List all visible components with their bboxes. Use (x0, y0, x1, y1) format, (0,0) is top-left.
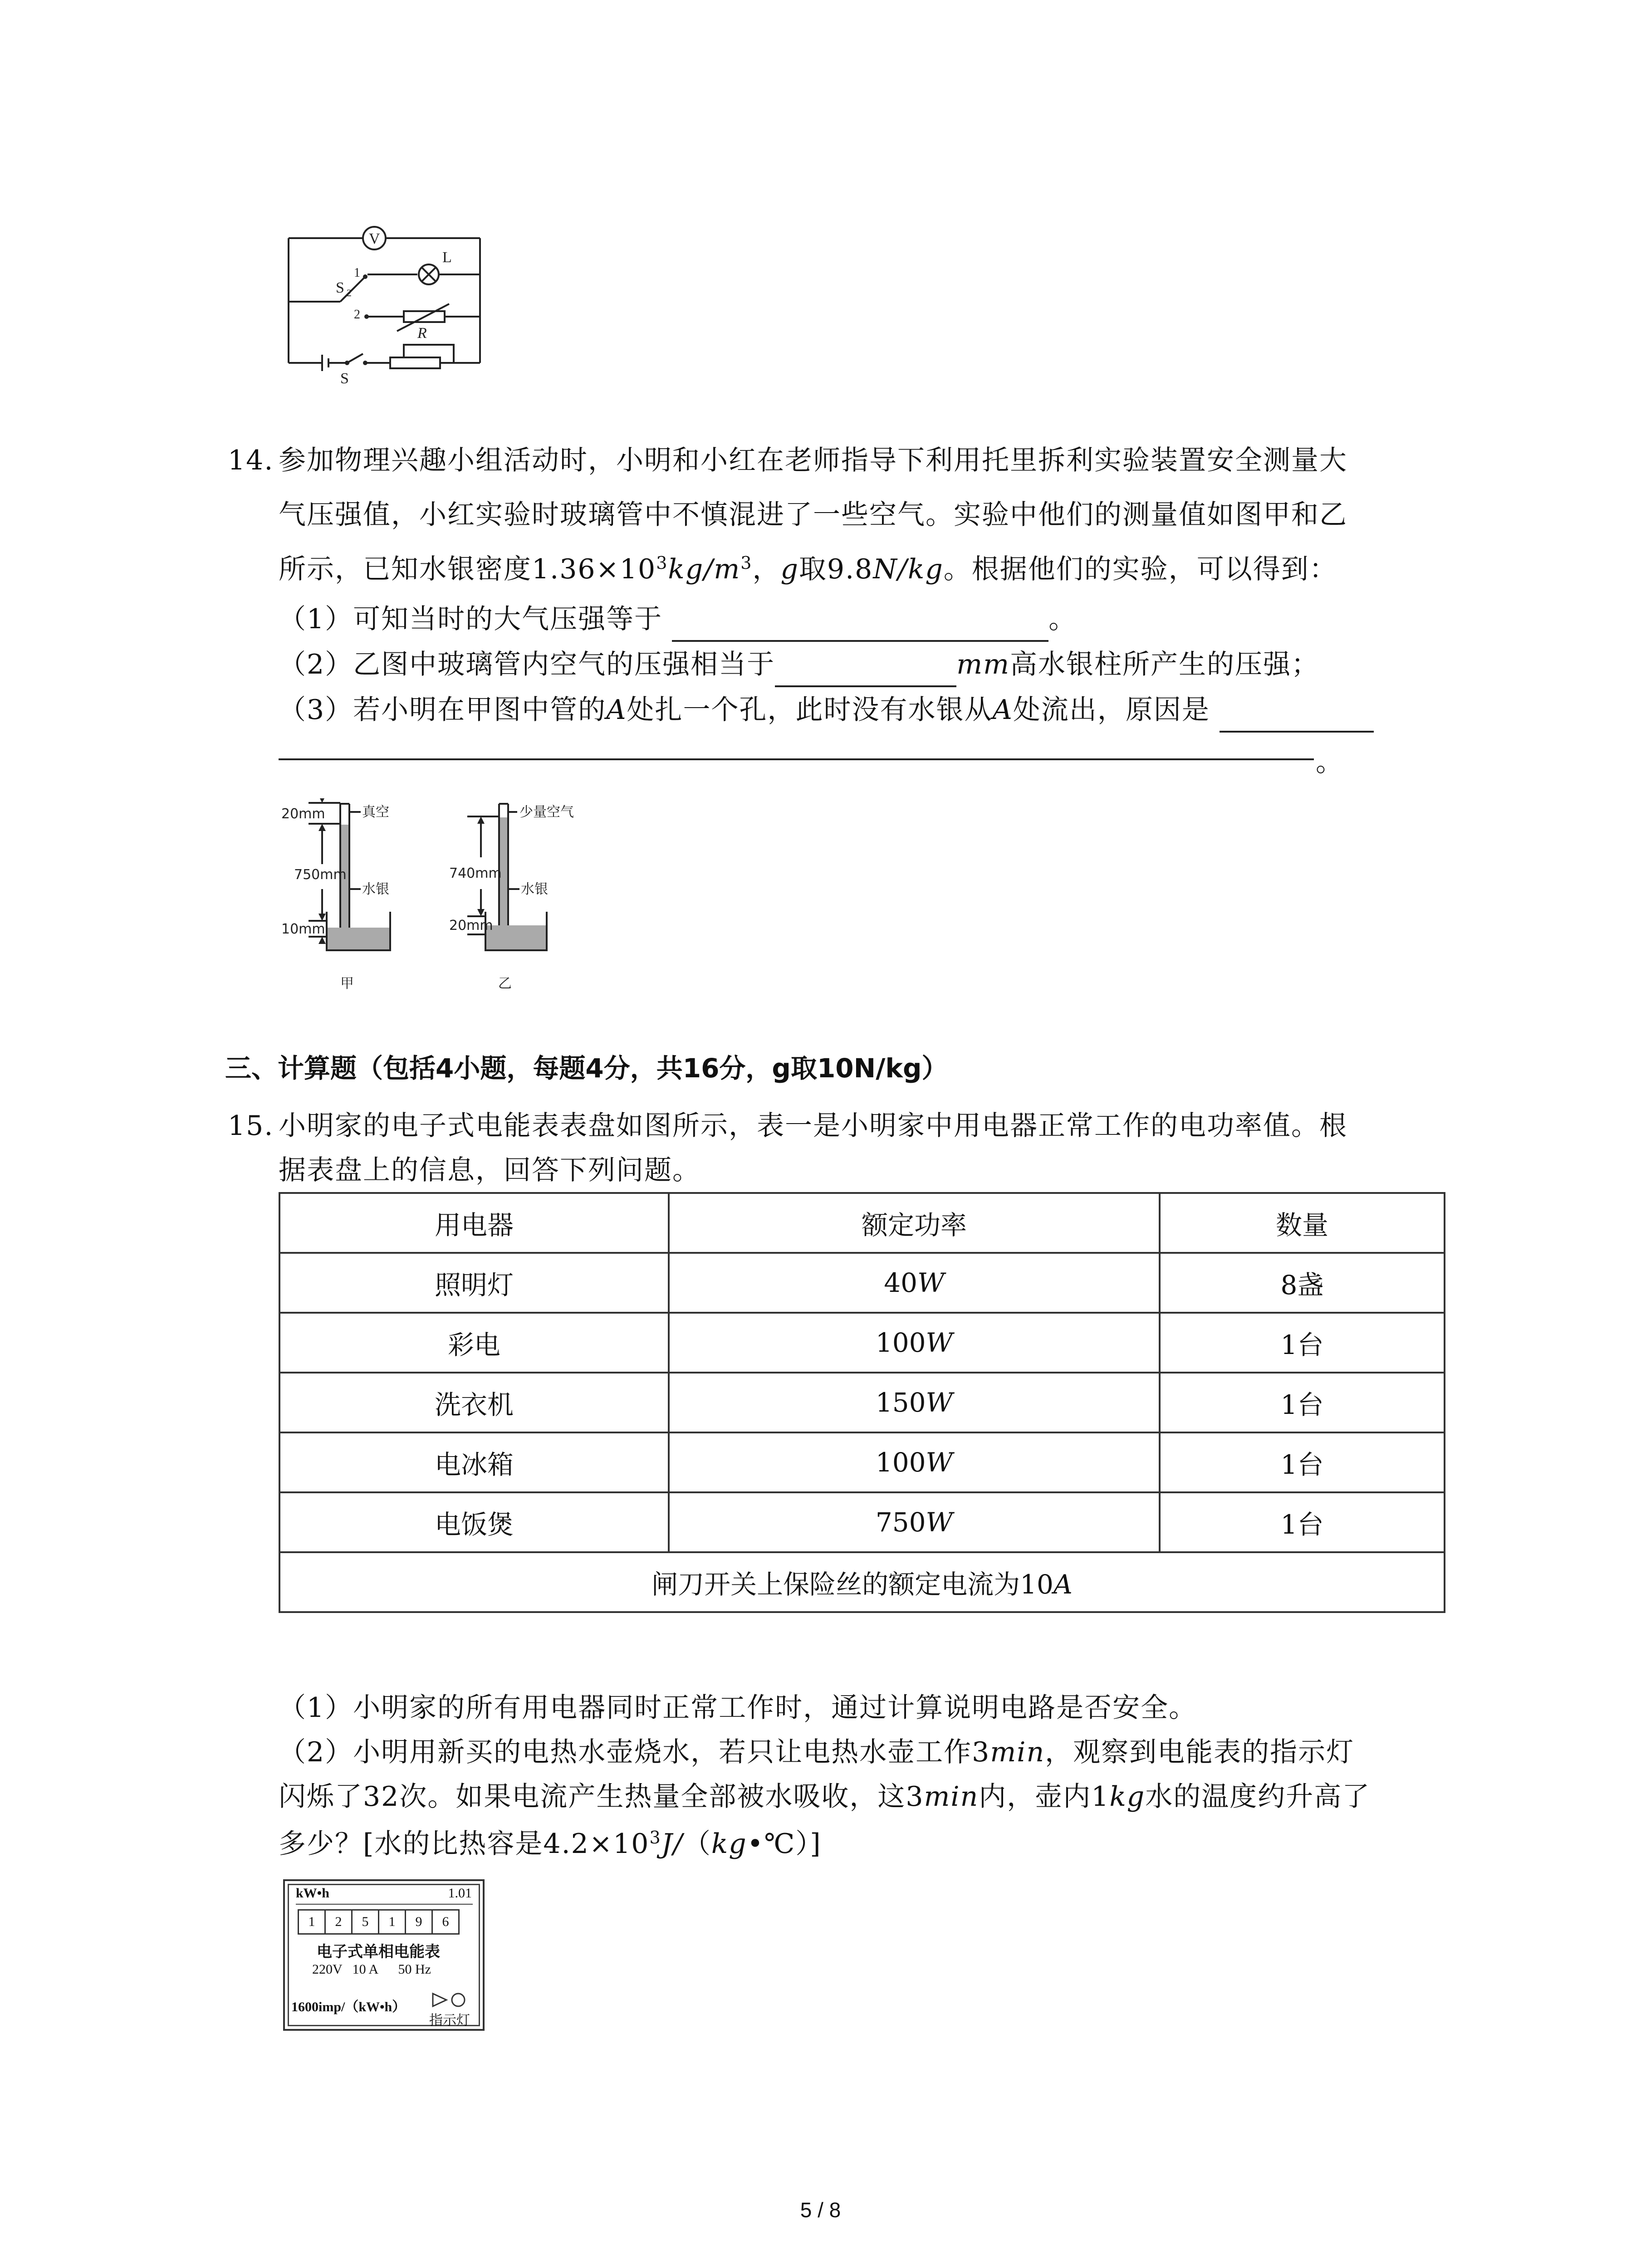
energy-meter (283, 1879, 485, 2031)
meter-version: 1.01 (448, 1886, 472, 1901)
q14-exp: 3 (656, 553, 668, 573)
q14-comma: ， (752, 553, 781, 585)
table-cell: 100W (669, 1432, 1160, 1492)
q14-sub1-text: （1）可知当时的大气压强等于 (279, 603, 663, 635)
q14-line2: 气压强值，小红实验时玻璃管中不慎混进了一些空气。实验中他们的测量值如图甲和乙 (279, 499, 1347, 531)
q14-line1: 参加物理兴趣小组活动时，小明和小红在老师指导下利用托里拆利实验装置安全测量大 (279, 445, 1347, 476)
yi-height-label: 740mm (449, 865, 502, 881)
table-cell: 1台 (1160, 1432, 1445, 1492)
q14-sub3-c: 处流出，原因是 (1013, 694, 1210, 726)
circuit-diagram (281, 222, 490, 390)
table-footer-row (279, 1552, 1445, 1612)
jia-bottom-label: 10mm (281, 921, 325, 937)
q14-number: 14. (228, 445, 274, 476)
q14-sub2-post: 高水银柱所产生的压强； (1009, 649, 1319, 680)
q14-sub3-a: （3）若小明在甲图中管的 (279, 694, 607, 726)
yi-air-label: 少量空气 (519, 804, 574, 820)
q14-sub1-end: 。 (1048, 603, 1077, 635)
switch-label: S (340, 370, 349, 387)
q14-exp2: 3 (740, 553, 753, 573)
q14-sub2 (279, 642, 1319, 687)
table-cell: 100W (669, 1313, 1160, 1373)
q14-sub3-end: 。 (1316, 746, 1344, 778)
meter-digits (298, 1909, 460, 1935)
table-cell: 洗衣机 (279, 1373, 669, 1432)
q14-sub3-b: 处扎一个孔，此时没有水银从 (627, 694, 993, 726)
meter-digit: 1 (379, 1909, 406, 1935)
q14-answer3-blank[interactable] (1220, 704, 1374, 733)
q15-sub2-line1: （2）小明用新买的电热水壶烧水，若只让电热水壶工作3min，观察到电能表的指示灯 (279, 1736, 1355, 1768)
q15-line2: 据表盘上的信息，回答下列问题。 (279, 1154, 700, 1186)
q15-sub2-line3: 多少？[水的比热容是$4.2\times 10^3J/(kg•℃)$] (279, 1828, 822, 1860)
jia-height-label: 750mm (294, 867, 347, 883)
meter-imp: 1600imp/（kW•h） (291, 1999, 406, 2014)
pos1-label: 1 (354, 266, 360, 280)
yi-caption: 乙 (498, 976, 512, 992)
q15-sub1: （1）小明家的所有用电器同时正常工作时，通过计算说明电路是否安全。 (279, 1692, 1197, 1724)
meter-unit: kW•h (296, 1886, 329, 1901)
q14-sub2-text: （2）乙图中玻璃管内空气的压强相当于 (279, 649, 775, 680)
section3-heading: 三、计算题（包括4小题，每题4分，共16分，g取10N/kg） (225, 1053, 948, 1084)
q14-g-value: 取9.8 (798, 553, 873, 585)
table-cell: 1台 (1160, 1313, 1445, 1373)
q14-g: g (780, 553, 799, 585)
switch2-label: S (336, 279, 344, 296)
meter-divider (296, 1904, 473, 1905)
table-cell: 8盏 (1160, 1253, 1445, 1313)
pos2-label: 2 (354, 308, 360, 322)
resistor-label: R (417, 325, 427, 342)
meter-digit: 6 (433, 1909, 460, 1935)
appliance-table (279, 1192, 1445, 1613)
table-cell: 150W (669, 1373, 1160, 1432)
table-header: 用电器 (279, 1193, 669, 1253)
q14-sub2-unit: mm (956, 649, 1010, 680)
table-cell: 照明灯 (279, 1253, 669, 1313)
jia-vacuum-label: 真空 (362, 804, 389, 820)
table-cell: 1台 (1160, 1492, 1445, 1552)
table-header: 额定功率 (669, 1193, 1160, 1253)
q14-sub3-A1: A (606, 694, 627, 726)
torricelli-figure-yi (449, 798, 622, 998)
meter-digit: 9 (406, 1909, 433, 1935)
q14-answer2-blank[interactable] (775, 658, 956, 687)
lamp-label: L (442, 249, 452, 266)
torricelli-figure-jia (281, 798, 436, 998)
yi-mercury-label: 水银 (521, 881, 548, 897)
table-cell: 750W (669, 1492, 1160, 1552)
voltmeter-label: V (369, 230, 380, 247)
q14-density-text: 所示，已知水银密度1.36×10 (279, 553, 656, 585)
meter-digit: 1 (298, 1909, 326, 1935)
jia-mercury-label: 水银 (362, 881, 389, 897)
table-footer: 闸刀开关上保险丝的额定电流为10A (279, 1552, 1445, 1612)
table-row (279, 1432, 1445, 1492)
q14-sub3 (279, 687, 1374, 733)
table-header-row (279, 1193, 1445, 1253)
indicator-light-icon (431, 1991, 472, 2009)
yi-bottom-label: 20mm (449, 918, 493, 934)
meter-digit: 5 (353, 1909, 379, 1935)
q15-sub2-line2: 闪烁了32次。如果电流产生热量全部被水吸收，这3min内，壶内1kg水的温度约升高了 (279, 1781, 1371, 1813)
table-row (279, 1253, 1445, 1313)
jia-top-label: 20mm (281, 806, 325, 822)
table-row (279, 1313, 1445, 1373)
q14-answer3-blank-line2[interactable] (279, 758, 1314, 760)
table-row (279, 1373, 1445, 1432)
meter-indicator-label: 指示灯 (429, 2013, 470, 2028)
q15-number: 15. (228, 1110, 274, 1142)
q14-line3 (279, 547, 1337, 592)
table-header: 数量 (1160, 1193, 1445, 1253)
q14-answer1-blank[interactable] (672, 613, 1048, 642)
page-number: 5 / 8 (800, 2198, 841, 2222)
meter-specs: 220V 10 A 50 Hz (312, 1962, 431, 1977)
jia-caption: 甲 (340, 976, 354, 992)
q14-unit-density: kg/m (668, 553, 741, 585)
table-cell: 电饭煲 (279, 1492, 669, 1552)
q14-g-unit: N/kg (873, 553, 944, 585)
switch2-sub: 2 (347, 287, 352, 298)
table-cell: 电冰箱 (279, 1432, 669, 1492)
meter-digit: 2 (326, 1909, 353, 1935)
q15-line1: 小明家的电子式电能表表盘如图所示，表一是小明家中用电器正常工作的电功率值。根 (279, 1110, 1347, 1142)
meter-name: 电子式单相电能表 (317, 1943, 440, 1961)
table-cell: 1台 (1160, 1373, 1445, 1432)
q14-line3-post: 。根据他们的实验，可以得到： (943, 553, 1337, 585)
table-row (279, 1492, 1445, 1552)
table-cell: 40W (669, 1253, 1160, 1313)
q14-sub3-A2: A (992, 694, 1013, 726)
table-cell: 彩电 (279, 1313, 669, 1373)
q14-sub1 (279, 596, 1077, 642)
